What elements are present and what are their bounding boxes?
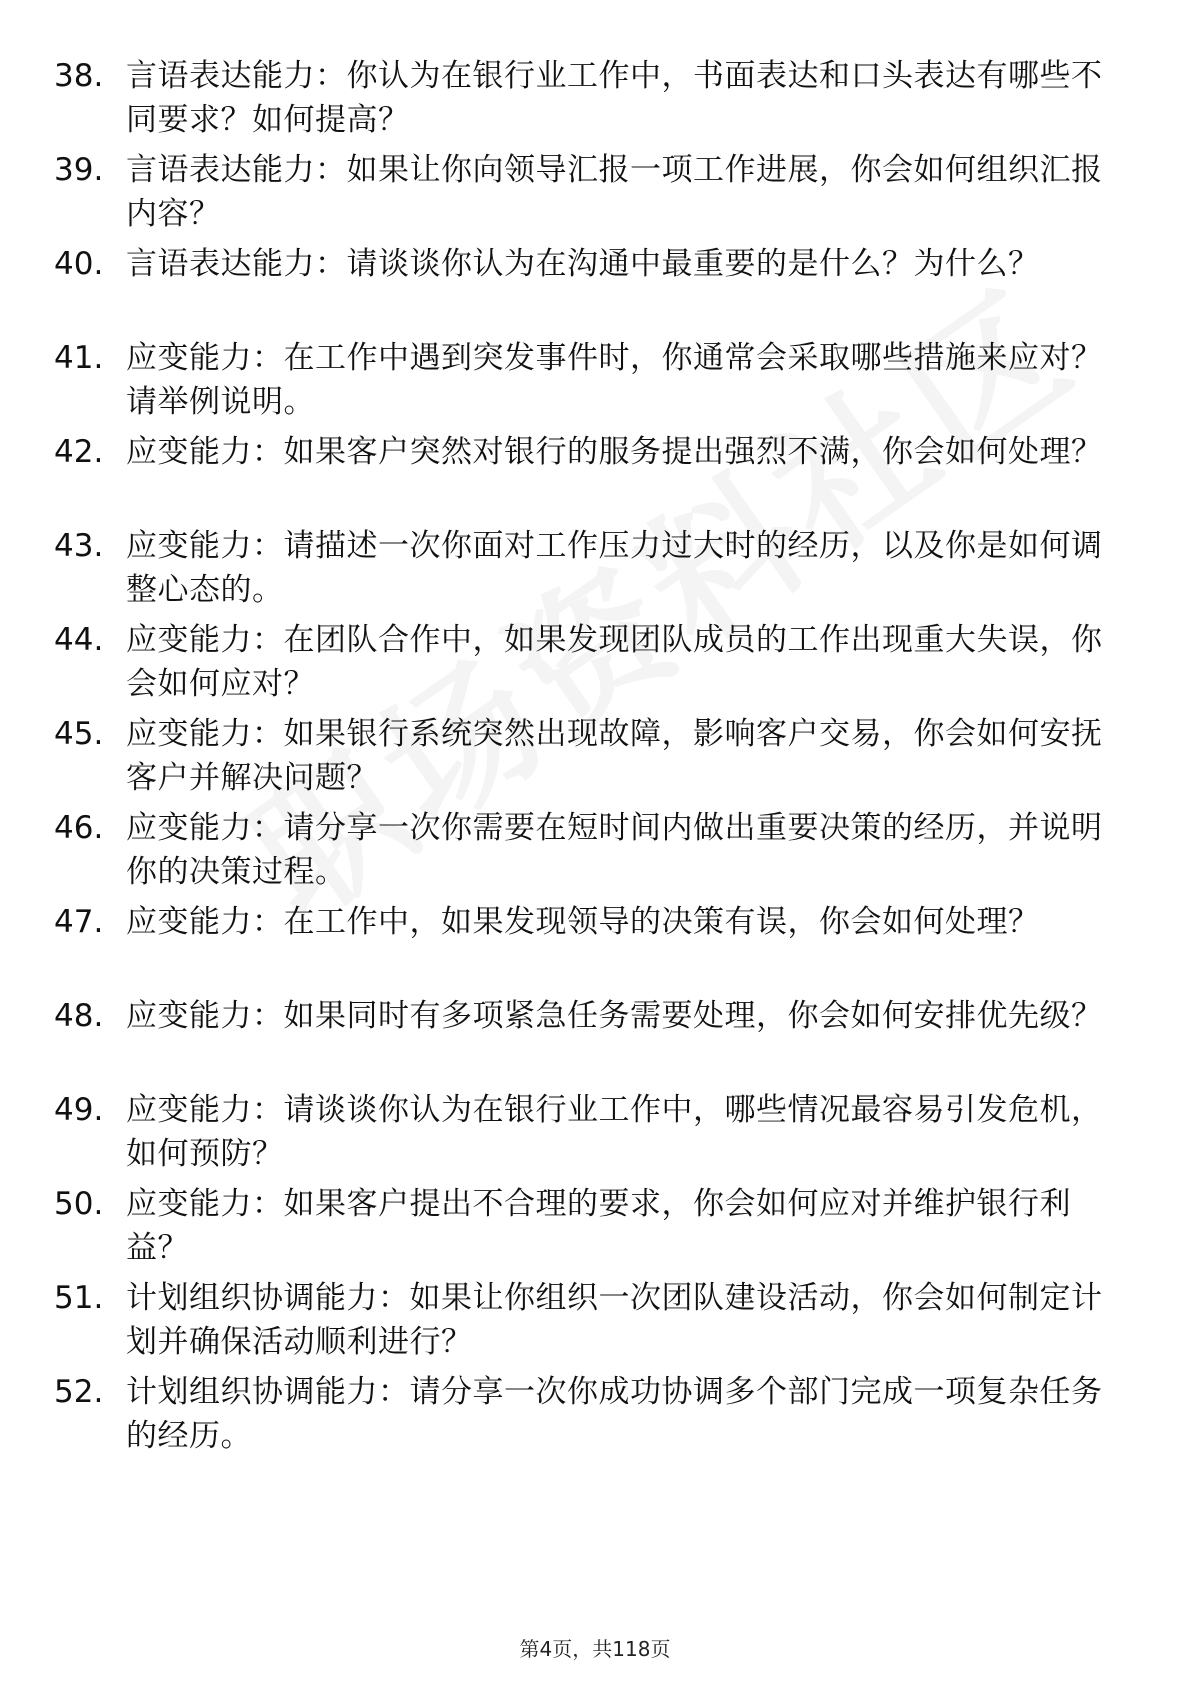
item-number: 49. (54, 1092, 104, 1128)
item-number: 39. (54, 152, 104, 188)
item-text: 应变能力：如果同时有多项紧急任务需要处理，你会如何安排优先级？ (126, 998, 1103, 1034)
list-item (54, 618, 1114, 712)
item-number: 40. (54, 246, 104, 282)
item-number: 50. (54, 1186, 104, 1222)
list-item (54, 1088, 1114, 1182)
item-number: 46. (54, 810, 104, 846)
item-number: 47. (54, 904, 104, 940)
item-number: 48. (54, 998, 104, 1034)
item-number: 38. (54, 58, 104, 94)
list-item (54, 1370, 1114, 1464)
item-text: 言语表达能力：你认为在银行业工作中，书面表达和口头表达有哪些不同要求？如何提高？ (126, 58, 1103, 138)
item-text: 应变能力：如果客户突然对银行的服务提出强烈不满，你会如何处理？ (126, 434, 1103, 470)
list-item (54, 1276, 1114, 1370)
list-item (54, 1182, 1114, 1276)
item-text: 言语表达能力：如果让你向领导汇报一项工作进展，你会如何组织汇报内容？ (126, 152, 1103, 232)
item-number: 52. (54, 1374, 104, 1410)
item-text: 应变能力：请谈谈你认为在银行业工作中，哪些情况最容易引发危机，如何预防？ (126, 1092, 1103, 1172)
item-text: 计划组织协调能力：如果让你组织一次团队建设活动，你会如何制定计划并确保活动顺利进行？ (126, 1280, 1103, 1360)
item-number: 43. (54, 528, 104, 564)
item-number: 44. (54, 622, 104, 658)
list-item (54, 806, 1114, 900)
list-item (54, 148, 1114, 242)
item-text: 应变能力：在工作中遇到突发事件时，你通常会采取哪些措施来应对？请举例说明。 (126, 340, 1103, 420)
item-number: 41. (54, 340, 104, 376)
list-item (54, 430, 1114, 524)
item-text: 应变能力：在工作中，如果发现领导的决策有误，你会如何处理？ (126, 904, 1040, 940)
item-text: 计划组织协调能力：请分享一次你成功协调多个部门完成一项复杂任务的经历。 (126, 1374, 1103, 1454)
item-number: 45. (54, 716, 104, 752)
item-text: 应变能力：如果银行系统突然出现故障，影响客户交易，你会如何安抚客户并解决问题？ (126, 716, 1103, 796)
item-text: 应变能力：在团队合作中，如果发现团队成员的工作出现重大失误，你会如何应对？ (126, 622, 1103, 702)
item-text: 言语表达能力：请谈谈你认为在沟通中最重要的是什么？为什么？ (126, 246, 1040, 282)
list-item (54, 54, 1114, 148)
item-text: 应变能力：请描述一次你面对工作压力过大时的经历，以及你是如何调整心态的。 (126, 528, 1103, 608)
question-list (54, 54, 1114, 1464)
item-text: 应变能力：请分享一次你需要在短时间内做出重要决策的经历，并说明你的决策过程。 (126, 810, 1103, 890)
list-item (54, 336, 1114, 430)
list-item (54, 712, 1114, 806)
list-item (54, 994, 1114, 1088)
item-number: 42. (54, 434, 104, 470)
item-text: 应变能力：如果客户提出不合理的要求，你会如何应对并维护银行利益？ (126, 1186, 1071, 1266)
list-item (54, 524, 1114, 618)
item-number: 51. (54, 1280, 104, 1316)
list-item (54, 900, 1114, 994)
page-footer: 第4页，共118页 (519, 1637, 671, 1661)
list-item (54, 242, 1114, 336)
